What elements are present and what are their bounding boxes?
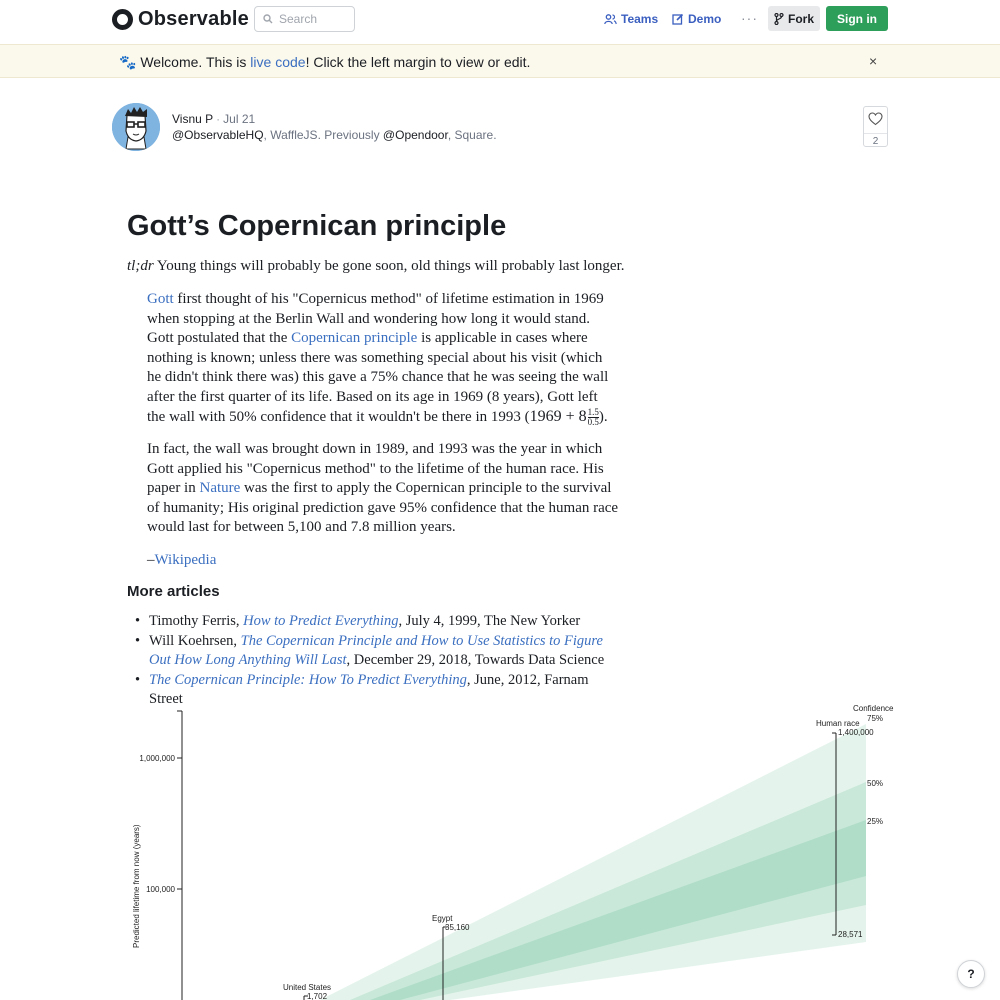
sign-in-button[interactable]: Sign in [826, 6, 888, 31]
demo-link[interactable] [672, 12, 721, 26]
united-states-label: United States [283, 983, 332, 992]
avatar-illustration [112, 103, 160, 151]
more-menu-icon[interactable]: ··· [741, 10, 758, 26]
egypt-label: Egypt [432, 914, 453, 923]
search-input[interactable] [279, 12, 349, 26]
human-race-label: Human race [816, 719, 860, 728]
formula: 1969 + 8 [529, 408, 587, 425]
copernican-principle-link[interactable]: Copernican principle [291, 330, 418, 346]
legend-25: 25% [867, 817, 884, 826]
fraction-denominator: 0.5 [587, 417, 599, 428]
search-icon [263, 14, 273, 24]
author-line [172, 112, 255, 126]
legend-75: 75% [867, 714, 884, 723]
welcome-banner [0, 44, 1000, 78]
author-bio [172, 128, 497, 142]
banner-icon: 🐾 [119, 54, 137, 70]
teams-icon [604, 14, 617, 25]
article-link[interactable]: The Copernican Principle and How to Use Statistics to Figure Out How Long Anything Will Last [149, 632, 603, 668]
top-bar [0, 0, 1000, 44]
live-code-link[interactable]: live code [250, 54, 306, 70]
more-articles-heading: More articles [127, 583, 220, 600]
more-articles-list [149, 612, 624, 710]
bio-handle-opendoor[interactable]: @Opendoor [382, 128, 448, 142]
fork-button[interactable] [768, 6, 820, 31]
bio-end: , Square. [447, 128, 497, 142]
y-tick-label: 1,000,000 [139, 754, 175, 763]
avatar[interactable] [112, 103, 160, 151]
fraction-numerator: 1.5 [587, 407, 599, 418]
attribution-dash: – [147, 552, 155, 568]
p2-text-b: was the first to apply the Copernican principle to the survival of humanity; His original prediction gave 95% confidence that the human race would last for between 5,100 and 7.8 million years. [147, 480, 619, 535]
fork-label: Fork [787, 11, 814, 26]
banner-text-before: Welcome. This is [136, 54, 251, 70]
article-author: Timothy Ferris, [149, 613, 244, 629]
paragraph-human-race [147, 440, 619, 538]
list-item [149, 632, 624, 671]
article-source: , July 4, 1999, The New Yorker [398, 613, 581, 629]
article-author: Will Koehrsen, [149, 632, 241, 649]
nature-link[interactable]: Nature [199, 480, 241, 496]
observable-logo-icon [112, 9, 133, 30]
bio-handle-observablehq[interactable]: @ObservableHQ [172, 128, 264, 142]
united-states-value-label: 1,702 [307, 992, 328, 1000]
fork-icon [774, 13, 784, 25]
formula-fraction [588, 408, 599, 427]
paragraph-gott [147, 290, 619, 428]
gott-link[interactable]: Gott [147, 291, 174, 307]
bio-mid: , WaffleJS. Previously [263, 128, 383, 142]
article-source: , June, 2012, Farnam Street [149, 671, 589, 707]
edit-icon [672, 13, 684, 25]
y-tick-label: 100,000 [146, 885, 175, 894]
p1-end: ). [598, 409, 608, 425]
author-name[interactable]: Visnu P [172, 112, 214, 126]
close-icon[interactable]: × [869, 53, 878, 69]
human-race-low-label: 28,571 [838, 930, 863, 939]
separator: · [216, 112, 221, 126]
list-item [149, 612, 624, 632]
article-link[interactable]: How to Predict Everything [243, 613, 399, 629]
p1-text-a: first thought of his "Copernicus method" of lifetime estimation in 1969 when stopping at the Berlin Wall and wondering how long it would stand. Gott postulated that the [147, 291, 604, 346]
observable-logo[interactable] [112, 8, 249, 31]
heart-icon [868, 112, 883, 126]
article-link[interactable]: The Copernican Principle: How To Predict Everything [149, 671, 467, 688]
tldr-label: tl;dr [127, 258, 154, 274]
demo-label: Demo [688, 12, 722, 26]
p1-text-b: is applicable in cases where nothing is known; unless there was something special about his visit (which he didn't think there was) this gave a 75% chance that he was seeing the wall after the first quarter of its life. Based on its age in 1969 (8 years), Gott left the wall with 50% confidence that it wouldn't be there in 1993 ( [147, 330, 609, 425]
y-axis-label: Predicted lifetime from now (years) [132, 824, 141, 948]
attribution [147, 551, 619, 571]
like-count: 2 [864, 133, 887, 147]
banner-text-after: ! Click the left margin to view or edit. [305, 54, 531, 70]
human-race-high-label: 1,400,000 [838, 728, 874, 737]
egypt-value-label: 35,160 [445, 923, 470, 932]
banner-text [119, 54, 530, 71]
teams-link[interactable] [604, 12, 658, 26]
page-title: Gott’s Copernican principle [127, 210, 507, 242]
logo-text: Observable [138, 8, 249, 30]
legend-title: Confidence [853, 704, 894, 713]
tldr [127, 258, 625, 275]
like-button[interactable] [863, 106, 888, 147]
search-box[interactable] [254, 6, 355, 32]
p2-text-a: In fact, the wall was brought down in 1989, and 1993 was the year in which Gott applied his "Copernicus method" to the lifetime of the human race. His paper in [147, 441, 604, 496]
wikipedia-link[interactable]: Wikipedia [154, 552, 217, 568]
publish-date: Jul 21 [223, 112, 256, 126]
help-button[interactable]: ? [957, 960, 985, 988]
article-source: , December 29, 2018, Towards Data Science [346, 652, 605, 668]
teams-label: Teams [621, 12, 659, 26]
legend-50: 50% [867, 779, 884, 788]
lifetime-chart [120, 700, 900, 1000]
tldr-text: Young things will probably be gone soon, old things will probably last longer. [153, 258, 625, 274]
